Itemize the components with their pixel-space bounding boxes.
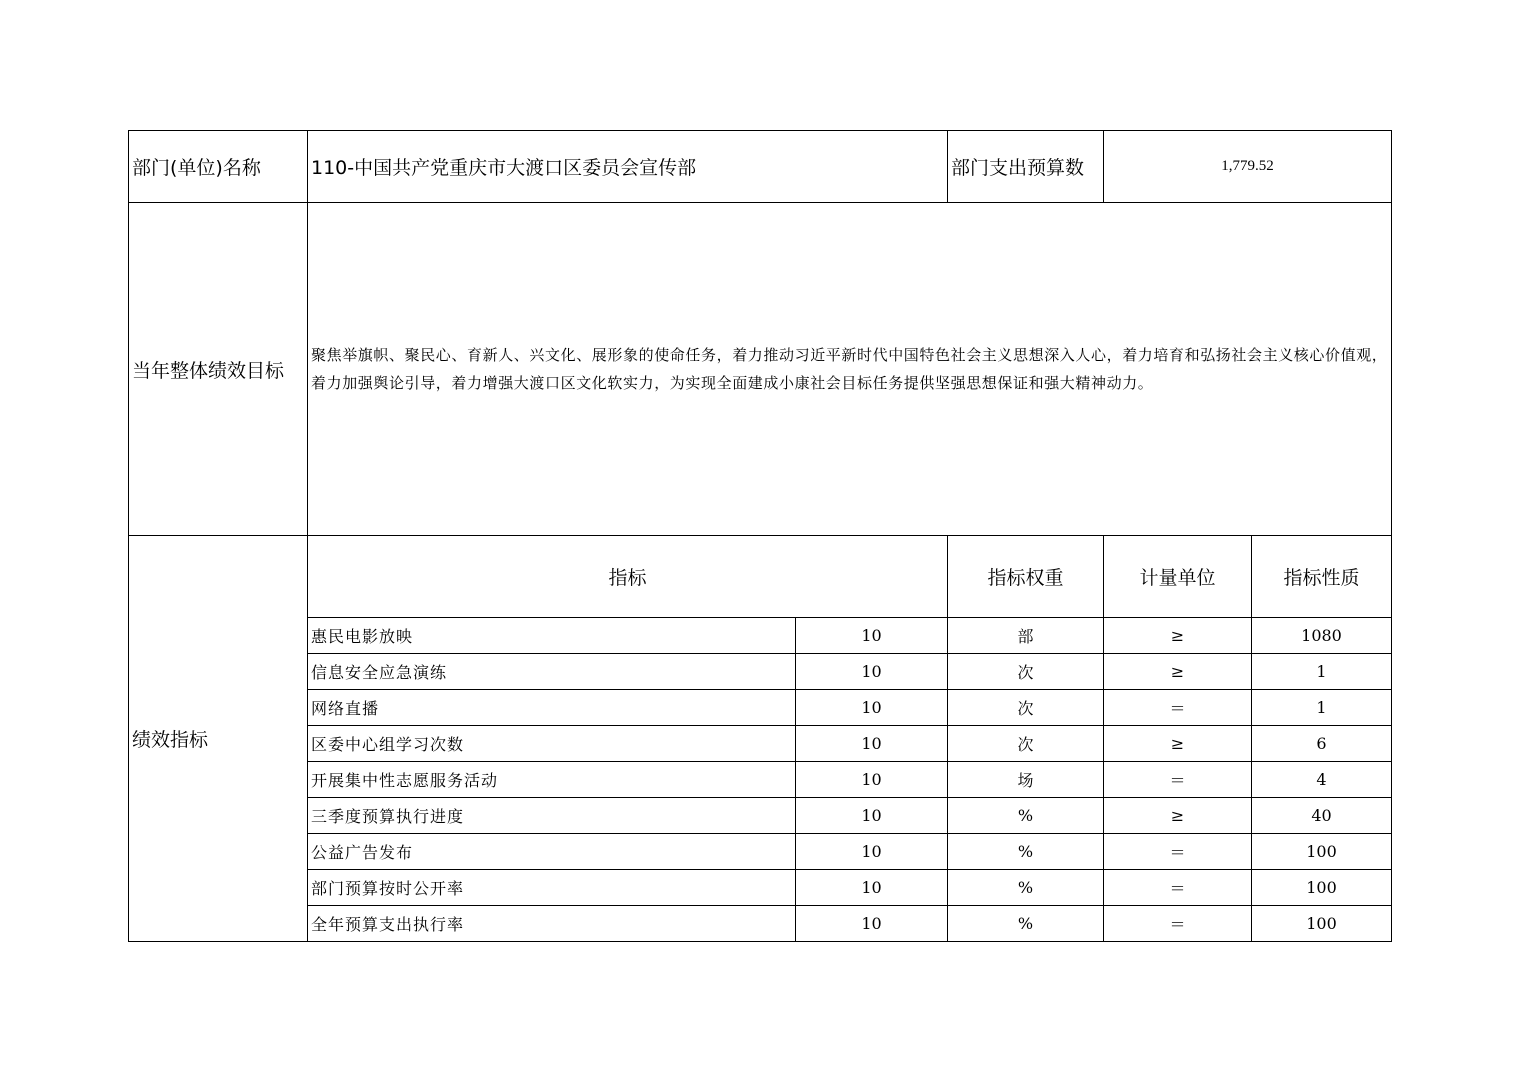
performance-table <box>128 130 1392 942</box>
indicator-value: 40 <box>1252 798 1392 834</box>
budget-value: 1,779.52 <box>1104 131 1392 203</box>
indicator-nature: ≥ <box>1104 726 1252 762</box>
indicator-weight: 10 <box>796 618 948 654</box>
table-row <box>129 726 1392 762</box>
indicator-value: 6 <box>1252 726 1392 762</box>
indicator-value: 4 <box>1252 762 1392 798</box>
dept-name: 110-中国共产党重庆市大渡口区委员会宣传部 <box>308 131 948 203</box>
table-row <box>129 870 1392 906</box>
indicator-nature: ＝ <box>1104 906 1252 942</box>
indicator-weight: 10 <box>796 762 948 798</box>
indicator-weight: 10 <box>796 798 948 834</box>
header-row <box>129 131 1392 203</box>
indicator-value: 100 <box>1252 834 1392 870</box>
budget-label: 部门支出预算数 <box>948 131 1104 203</box>
col-head-unit: 计量单位 <box>1104 536 1252 618</box>
indicators-label: 绩效指标 <box>129 536 308 942</box>
indicator-name: 网络直播 <box>308 690 796 726</box>
goal-row <box>129 203 1392 536</box>
indicator-name: 惠民电影放映 <box>308 618 796 654</box>
indicator-unit: 部 <box>948 618 1104 654</box>
indicator-value: 1 <box>1252 690 1392 726</box>
indicator-name: 公益广告发布 <box>308 834 796 870</box>
indicator-header-row <box>129 536 1392 618</box>
indicator-name: 开展集中性志愿服务活动 <box>308 762 796 798</box>
indicator-unit: % <box>948 798 1104 834</box>
indicator-value: 100 <box>1252 870 1392 906</box>
indicator-value: 1080 <box>1252 618 1392 654</box>
table-row <box>129 906 1392 942</box>
indicator-nature: ＝ <box>1104 762 1252 798</box>
indicator-nature: ＝ <box>1104 870 1252 906</box>
indicator-nature: ≥ <box>1104 798 1252 834</box>
table-row <box>129 798 1392 834</box>
indicator-nature: ＝ <box>1104 834 1252 870</box>
table-row <box>129 618 1392 654</box>
indicator-nature: ≥ <box>1104 618 1252 654</box>
indicator-name: 三季度预算执行进度 <box>308 798 796 834</box>
col-head-nature: 指标性质 <box>1252 536 1392 618</box>
indicator-name: 全年预算支出执行率 <box>308 906 796 942</box>
table-row <box>129 690 1392 726</box>
dept-label: 部门(单位)名称 <box>129 131 308 203</box>
indicator-weight: 10 <box>796 834 948 870</box>
indicator-unit: 次 <box>948 690 1104 726</box>
indicator-unit: % <box>948 870 1104 906</box>
goal-text: 聚焦举旗帜、聚民心、育新人、兴文化、展形象的使命任务，着力推动习近平新时代中国特色社会主义思想深入人心，着力培育和弘扬社会主义核心价值观，着力加强舆论引导，着力增强大渡口区文化软实力，为实现全面建成小康社会目标任务提供坚强思想保证和强大精神动力。 <box>308 203 1392 536</box>
indicator-nature: ＝ <box>1104 690 1252 726</box>
indicator-weight: 10 <box>796 654 948 690</box>
col-head-weight: 指标权重 <box>948 536 1104 618</box>
indicator-weight: 10 <box>796 906 948 942</box>
indicator-name: 区委中心组学习次数 <box>308 726 796 762</box>
indicator-unit: 次 <box>948 726 1104 762</box>
indicator-weight: 10 <box>796 690 948 726</box>
indicator-name: 信息安全应急演练 <box>308 654 796 690</box>
table-row <box>129 762 1392 798</box>
indicator-unit: 场 <box>948 762 1104 798</box>
indicator-weight: 10 <box>796 726 948 762</box>
table-row <box>129 654 1392 690</box>
col-head-indicator: 指标 <box>308 536 948 618</box>
goal-label: 当年整体绩效目标 <box>129 203 308 536</box>
indicator-value: 100 <box>1252 906 1392 942</box>
indicator-nature: ≥ <box>1104 654 1252 690</box>
table-row <box>129 834 1392 870</box>
indicator-unit: % <box>948 834 1104 870</box>
indicator-unit: 次 <box>948 654 1104 690</box>
indicator-unit: % <box>948 906 1104 942</box>
indicator-weight: 10 <box>796 870 948 906</box>
indicator-value: 1 <box>1252 654 1392 690</box>
indicator-name: 部门预算按时公开率 <box>308 870 796 906</box>
